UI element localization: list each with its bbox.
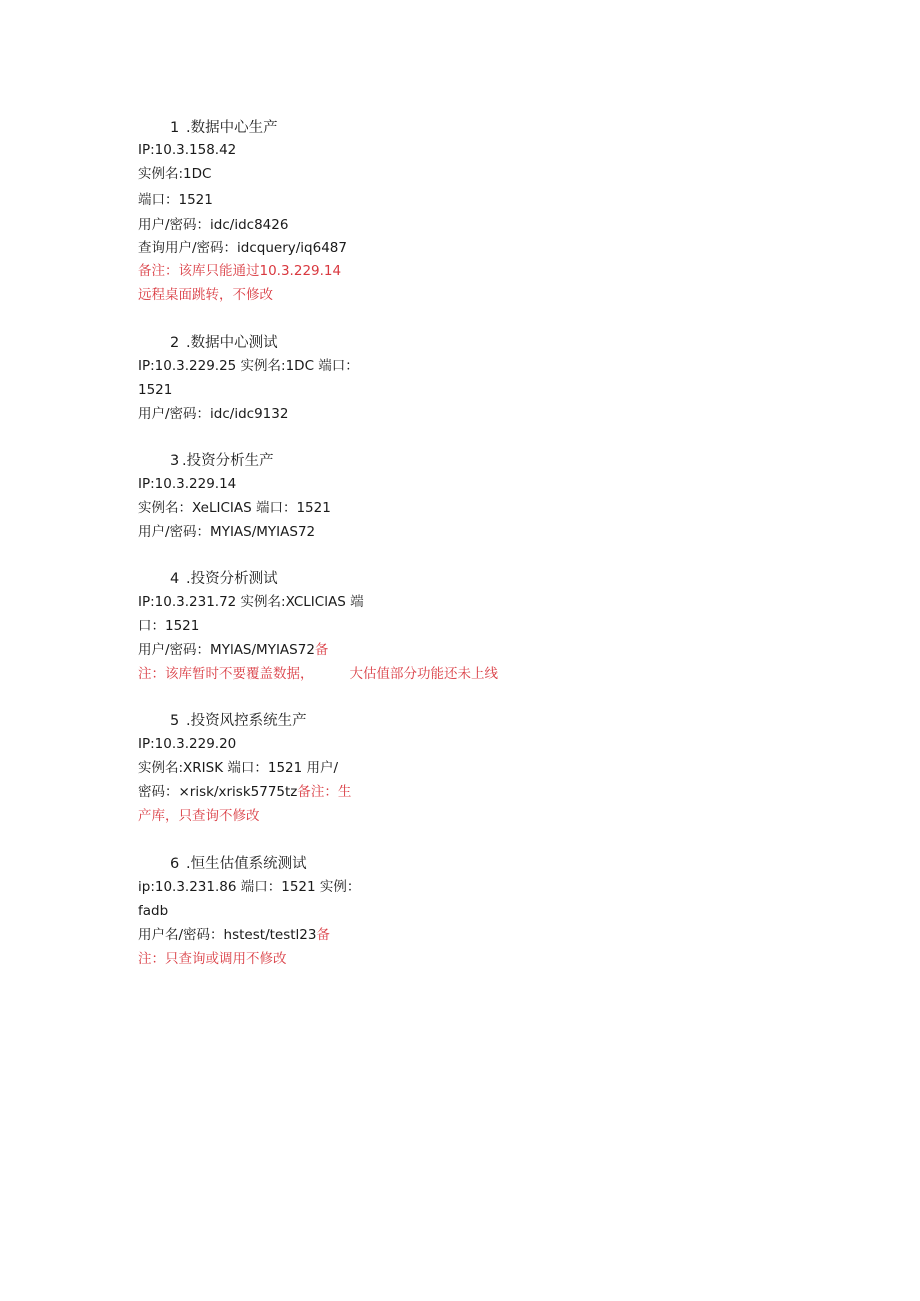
section-title-5: 5 .投资风控系统生产 — [170, 713, 307, 729]
section-5-instance-port: 实例名:XRISK 端口：1521 用户/ — [138, 760, 339, 776]
section-1-query-credentials: 查询用户/密码：idcquery/iq6487 — [138, 240, 347, 256]
section-4-note-tail: 大估值部分功能还未上线 — [349, 666, 498, 682]
section-4-credentials: 用户/密码：MYlAS/MYIAS72备 — [138, 642, 329, 658]
section-5-credentials: 密码：×risk/xrisk5775tz备注：生 — [138, 784, 352, 800]
section-title-6: 6 .恒生估值系统测试 — [170, 856, 307, 872]
section-3-ip: IP:10.3.229.14 — [138, 476, 237, 492]
section-title-3: 3 .投资分析生产 — [170, 453, 274, 469]
section-5-ip: IP:10.3.229.20 — [138, 736, 237, 752]
section-2-port-value: 1521 — [138, 382, 173, 398]
section-6-credentials: 用户名/密码：hstest/testl23备 — [138, 927, 330, 943]
section-2-credentials: 用户/密码：idc/idc9132 — [138, 406, 289, 422]
section-1-note-1: 备注：该库只能通过10.3.229.14 — [138, 263, 342, 279]
section-1-ip: IP:10.3.158.42 — [138, 142, 237, 158]
section-4-note: 注：该库暂时不要覆盖数据， 大估值部分功能还未上线 — [138, 666, 498, 682]
section-6-ip-port: ip:10.3.231.86 端口：1521 实例： — [138, 879, 361, 895]
section-2-ip-instance-port: IP:10.3.229.25 实例名:1DC 端口： — [138, 358, 359, 374]
section-5-note: 产库，只查询不修改 — [138, 808, 260, 824]
section-6-note-start: 备 — [316, 927, 330, 943]
section-3-instance-port: 实例名：XeLICIAS 端口：1521 — [138, 500, 331, 516]
section-title-1: 1 .数据中心生产 — [170, 120, 278, 136]
section-1-port: 端口：1521 — [138, 192, 213, 208]
section-4-ip-instance: IP:10.3.231.72 实例名:XCLIClAS 端 — [138, 594, 364, 610]
section-1-instance: 实例名:1DC — [138, 166, 212, 182]
section-5-note-start: 备注：生 — [297, 784, 352, 800]
section-title-2: 2 .数据中心测试 — [170, 335, 278, 351]
section-4-port: 口：1521 — [138, 618, 200, 634]
section-6-note: 注：只查询或调用不修改 — [138, 951, 287, 967]
section-title-4: 4 .投资分析测试 — [170, 571, 278, 587]
section-1-credentials: 用户/密码：idc/idc8426 — [138, 217, 289, 233]
document-content — [138, 117, 558, 971]
section-4-note-start: 备 — [314, 642, 329, 658]
section-6-instance: fadb — [138, 903, 169, 919]
section-1-note-2: 远程桌面跳转，不修改 — [138, 287, 273, 303]
section-3-credentials: 用户/密码：MYIAS/MYIAS72 — [138, 524, 316, 540]
